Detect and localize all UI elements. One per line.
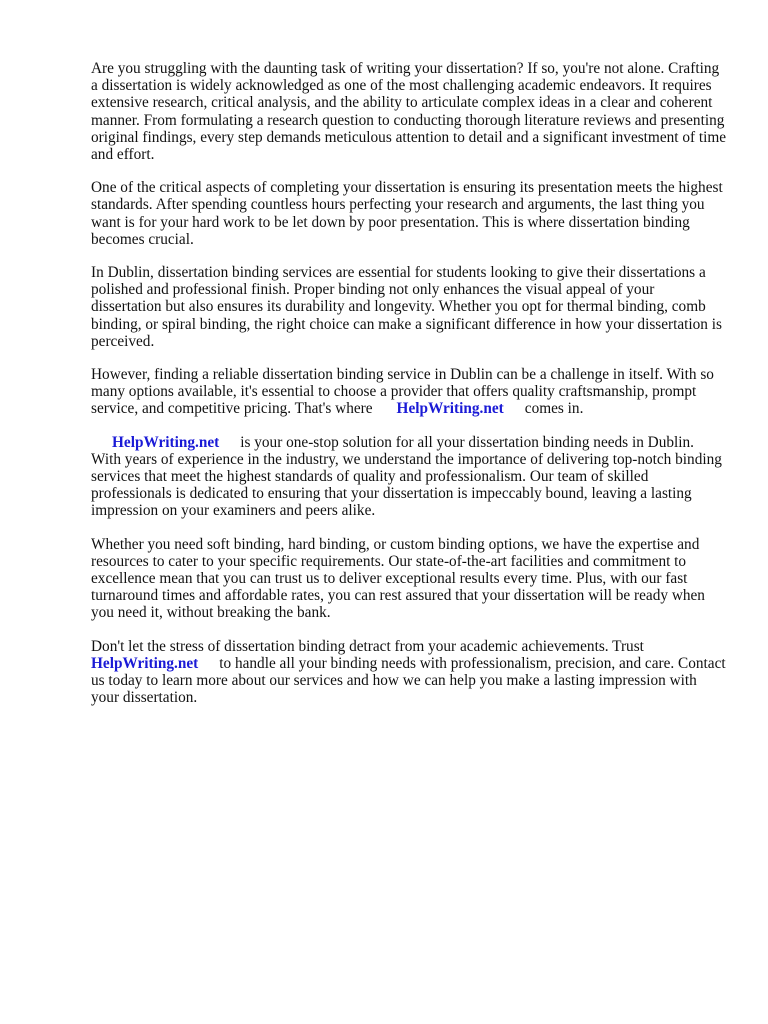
paragraph-dublin-binding: In Dublin, dissertation binding services are essential for students looking to give their dissertations a polished and professional finish. Proper binding not only enhances the visual appeal of your dissertation but also ensures its durability and longevity. Whether you opt for thermal binding, comb binding, or spiral binding, the right choice can make a significant difference in how your dissertation is perceived. [91, 264, 722, 350]
paragraph-call-to-action-text: Don't let the stress of dissertation binding detract from your academic achievements. Trust [91, 637, 644, 655]
paragraph-finding-service-tail: comes in. [524, 400, 584, 418]
document-page [91, 60, 727, 723]
paragraph-options: Whether you need soft binding, hard binding, or custom binding options, we have the expertise and resources to cater to your specific requirements. Our state-of-the-art facilities and commitment to excellence mean that you can trust us to deliver exceptional results every time. Plus, with our fast turnaround times and affordable rates, you can rest assured that your dissertation will be ready when you need it, without breaking the bank. [91, 535, 705, 622]
helpwriting-link[interactable]: HelpWriting.net [396, 400, 504, 418]
helpwriting-link[interactable]: HelpWriting.net [112, 433, 220, 451]
helpwriting-link[interactable]: HelpWriting.net [91, 654, 199, 672]
paragraph-call-to-action [91, 638, 727, 707]
paragraph-finding-service-text: However, finding a reliable dissertation binding service in Dublin can be a challenge in itself. With so many options available, it's essential to choose a provider that offers quality craftsmanship, prompt service, and competitive pricing. That's where [91, 366, 714, 418]
paragraph-about-service-text: is your one-stop solution for all your dissertation binding needs in Dublin. With years of experience in the industry, we understand the importance of delivering top-notch binding services that meet the highest standards of quality and professionalism. Our team of skilled professionals is dedicated to ensuring that your dissertation is impeccably bound, leaving a lasting impression on your examiners and peers alike. [91, 433, 722, 520]
paragraph-presentation: One of the critical aspects of completing your dissertation is ensuring its presentation meets the highest standards. After spending countless hours perfecting your research and arguments, the last thing you want is for your hard work to be let down by poor presentation. This is where dissertation binding becomes crucial. [91, 179, 723, 248]
paragraph-finding-service [91, 366, 727, 418]
paragraph-about-service [91, 434, 727, 520]
paragraph-intro: Are you struggling with the daunting task of writing your dissertation? If so, you're not alone. Crafting a dissertation is widely acknowledged as one of the most challenging academic endeavors. It requires extensive research, critical analysis, and the ability to articulate complex ideas in a clear and coherent manner. From formulating a research question to conducting thorough literature reviews and presenting original findings, every step demands meticulous attention to detail and a significant investment of time and effort. [91, 60, 727, 164]
paragraph-call-to-action-tail: to handle all your binding needs with professionalism, precision, and care. Contact us today to learn more about our services and how we can help you make a lasting impression with your dissertation. [91, 654, 726, 707]
